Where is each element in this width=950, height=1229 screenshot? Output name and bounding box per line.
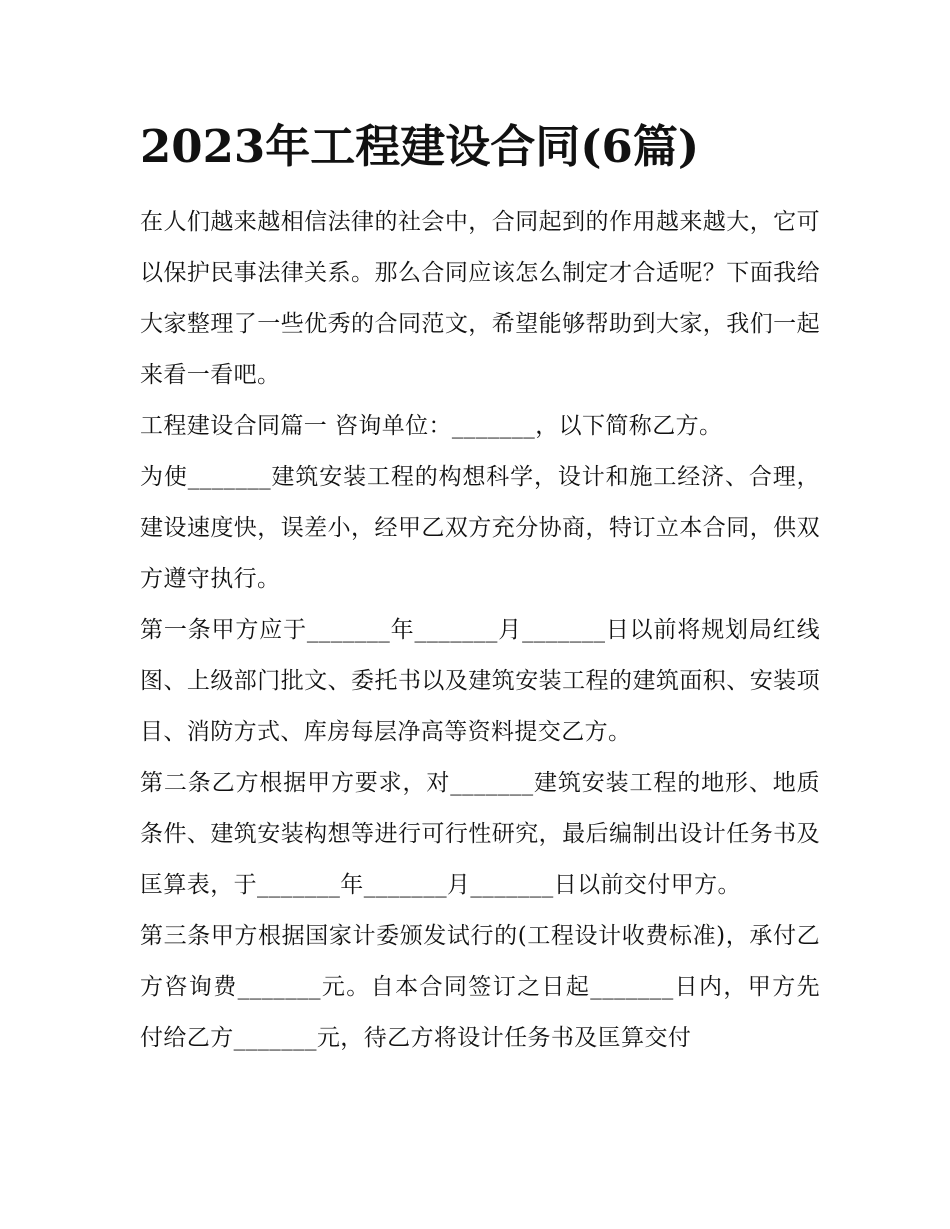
paragraph-article-3: 第三条甲方根据国家计委颁发试行的(工程设计收费标准)，承付乙方咨询费_______元。自本合同签订之日起_______日内，甲方先付给乙方_______元，待乙方将设计任务书及匡算交付 (140, 923, 820, 1051)
document-title: 2023年工程建设合同(6篇) (140, 120, 700, 173)
paragraph-consulting-unit: 工程建设合同篇一 咨询单位：_______，以下简称乙方。 (140, 413, 723, 439)
paragraph-purpose: 为使_______建筑安装工程的构想科学，设计和施工经济、合理，建设速度快，误差小，经甲乙双方充分协商，特订立本合同，供双方遵守执行。 (140, 464, 820, 592)
paragraph-article-1: 第一条甲方应于_______年_______月_______日以前将规划局红线图、上级部门批文、委托书以及建筑安装工程的建筑面积、安装项目、消防方式、库房每层净高等资料提交乙方。 (140, 617, 820, 745)
paragraph-intro: 在人们越来越相信法律的社会中，合同起到的作用越来越大，它可以保护民事法律关系。那么合同应该怎么制定才合适呢？下面我给大家整理了一些优秀的合同范文，希望能够帮助到大家，我们一起来看一看吧。 (140, 209, 820, 388)
document-body (140, 197, 820, 1064)
paragraph-article-2: 第二条乙方根据甲方要求，对_______建筑安装工程的地形、地质条件、建筑安装构想等进行可行性研究，最后编制出设计任务书及匡算表，于_______年_______月_______日以前交付甲方。 (140, 770, 820, 898)
